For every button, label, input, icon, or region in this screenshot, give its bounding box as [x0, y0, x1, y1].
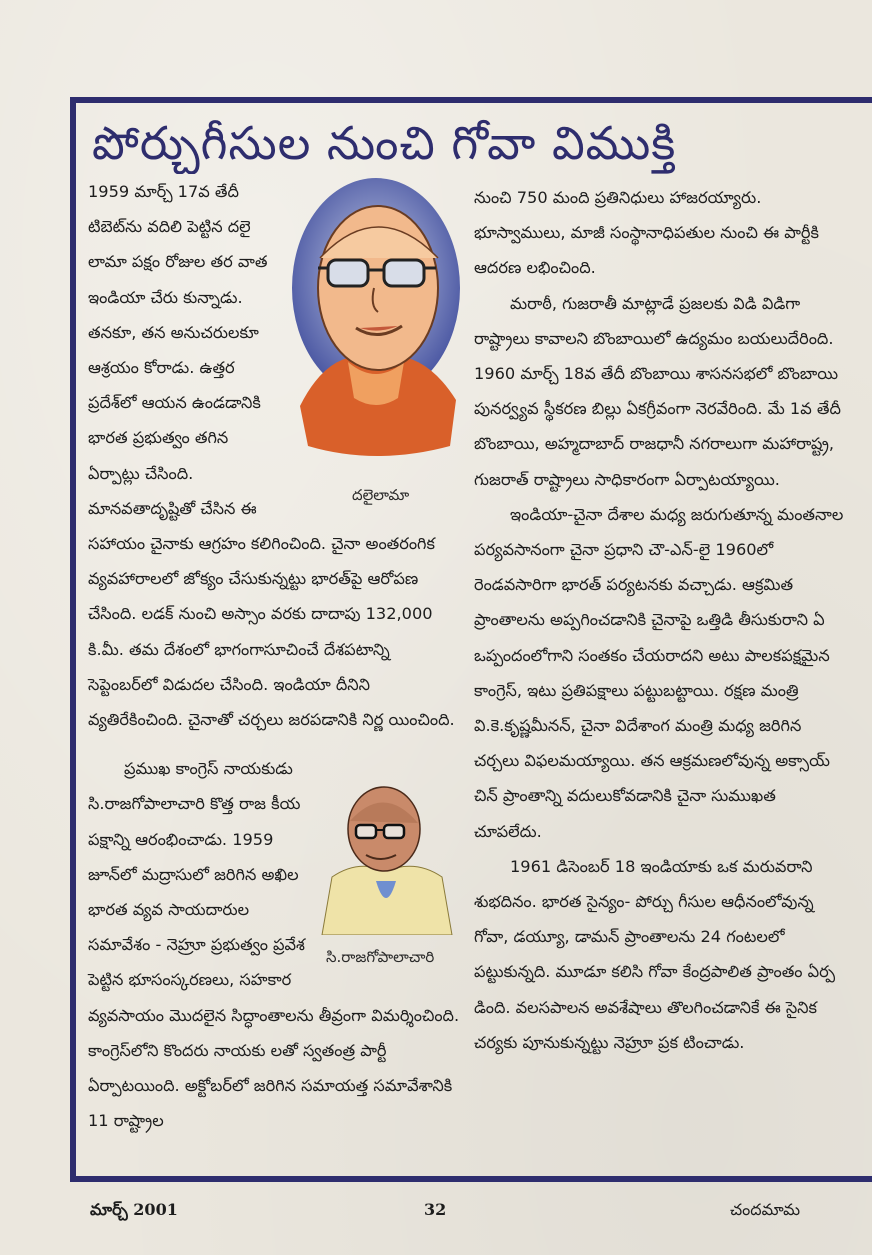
issue-date: మార్చ్ 2001 — [90, 1200, 178, 1219]
dalai-lama-caption: దలైలామా — [352, 486, 410, 504]
right-paragraph-2: మరాఠీ, గుజరాతీ మాట్లాడే ప్రజలకు విడి విడిగా రాష్ట్రాలు కావాలని బొంబాయిలో ఉద్యమం బయలుదేరింది. 1960 మార్చ్ 18వ తేదీ బొంబాయి శాసనసభలో బొంబాయి పునర్వ్యవ స్థీకరణ బిల్లు ఏకగ్రీవంగా నెరవేరింది. మే 1వ తేదీ బొంబాయి, అహ్మదాబాద్ రాజధానీ నగరాలుగా మహారాష్ట్ర, గుజరాత్ రాష్ట్రాలు సాధికారంగా ఏర్పాటయ్యాయి. — [474, 293, 841, 489]
article-title: పోర్చుగీసుల నుంచి గోవా విముక్తి — [92, 116, 677, 170]
right-paragraph-1: నుంచి 750 మంది ప్రతినిధులు హాజరయ్యారు. భూస్వాములు, మాజీ సంస్థానాధిపతుల నుంచి ఈ పార్టీకి ఆదరణ లభించింది. — [474, 188, 819, 278]
right-paragraph-4: 1961 డిసెంబర్ 18 ఇండియాకు ఒక మరువరాని శుభదినం. భారత సైన్యం- పోర్చు గీసుల ఆధీనంలోవున్న గోవా, డయ్యూ, డామన్ ప్రాంతాలను 24 గంటలలో పట్టుకున్నది. మూడూ కలిసి గోవా కేంద్రపాలిత ప్రాంతం ఏర్ప డింది. వలసపాలన అవశేషాలు తొలగించడానికే ఈ సైనిక చర్యకు పూనుకున్నట్టు నెహ్రూ ప్రక టించాడు. — [474, 856, 836, 1052]
right-column — [474, 180, 846, 1060]
dalai-lama-portrait — [290, 176, 462, 466]
rajagopalachari-caption: సి.రాజగోపాలాచారి — [326, 948, 435, 966]
magazine-name: చందమామ — [730, 1200, 801, 1219]
left-paragraph-1: 1959 మార్చ్ 17వ తేదీ టిబెట్‌ను వదిలి పెట్టిన దలై లామా పక్షం రోజుల తర వాత ఇండియా చేరు కున్నాడు. తనకూ, తన అనుచరులకూ ఆశ్రయం కోరాడు. ఉత్తర ప్రదేశ్‌లో ఆయన ఉండడానికి భారత ప్రభుత్వం తగిన ఏర్పాట్లు చేసింది. మానవతాదృష్టితో చేసిన ఈ సహాయం చైనాకు ఆగ్రహం కలిగించింది. చైనా అంతరంగిక వ్యవహారాలలో జోక్యం చేసుకున్నట్టు భారత్‌పై ఆరోపణ చేసింది. లడక్ నుంచి అస్సాం వరకు దాదాపు 132,000 కి.మీ. తమ దేశంలో భాగంగాసూచించే దేశపటాన్ని సెప్టెంబర్‌లో విడుదల చేసింది. ఇండియా దీనిని వ్యతిరేకించింది. చైనాతో చర్చలు జరపడానికి నిర్ణ యించింది. — [88, 182, 455, 730]
right-paragraph-3: ఇండియా-చైనా దేశాల మధ్య జరుగుతూన్న మంతనాల పర్యవసానంగా చైనా ప్రధాని చౌ-ఎన్-లై 1960లో రెండవసారిగా భారత్ పర్యటనకు వచ్చాడు. ఆక్రమిత ప్రాంతాలను అప్పగించడానికి చైనాపై ఒత్తిడి తీసుకురాని ఏ ఒప్పందంలోగాని సంతకం చేయరాదని అటు పాలకపక్షమైన కాంగ్రెస్, ఇటు ప్రతిపక్షాలు పట్టుబట్టాయి. రక్షణ మంత్రి వి.కె.కృష్ణమీనన్, చైనా విదేశాంగ మంత్రి మధ్య జరిగిన చర్చలు విఫలమయ్యాయి. తన ఆక్రమణలోవున్న అక్సాయ్ చిన్ ప్రాంతాన్ని వదులుకోవడానికి చైనా సుముఖత చూపలేదు. — [474, 504, 844, 841]
page-number: 32 — [424, 1200, 447, 1219]
rajagopalachari-portrait — [318, 785, 456, 935]
left-paragraph-2: ప్రముఖ కాంగ్రెస్ నాయకుడు సి.రాజగోపాలాచారి కొత్త రాజ కీయ పక్షాన్ని ఆరంభించాడు. 1959 జూన్‌లో మద్రాసులో జరిగిన అఖిల భారత వ్యవ సాయదారుల సమావేశం - నెహ్రూ ప్రభుత్వం ప్రవేశ పెట్టిన భూసంస్కరణలు, సహకార వ్యవసాయం మొదలైన సిద్ధాంతాలను తీవ్రంగా విమర్శించింది. కాంగ్రెస్‌లోని కొందరు నాయకు లతో స్వతంత్ర పార్టీ ఏర్పాటయింది. అక్టోబర్‌లో జరిగిన సమాయత్త సమావేశానికి 11 రాష్ట్రాల — [88, 759, 460, 1131]
